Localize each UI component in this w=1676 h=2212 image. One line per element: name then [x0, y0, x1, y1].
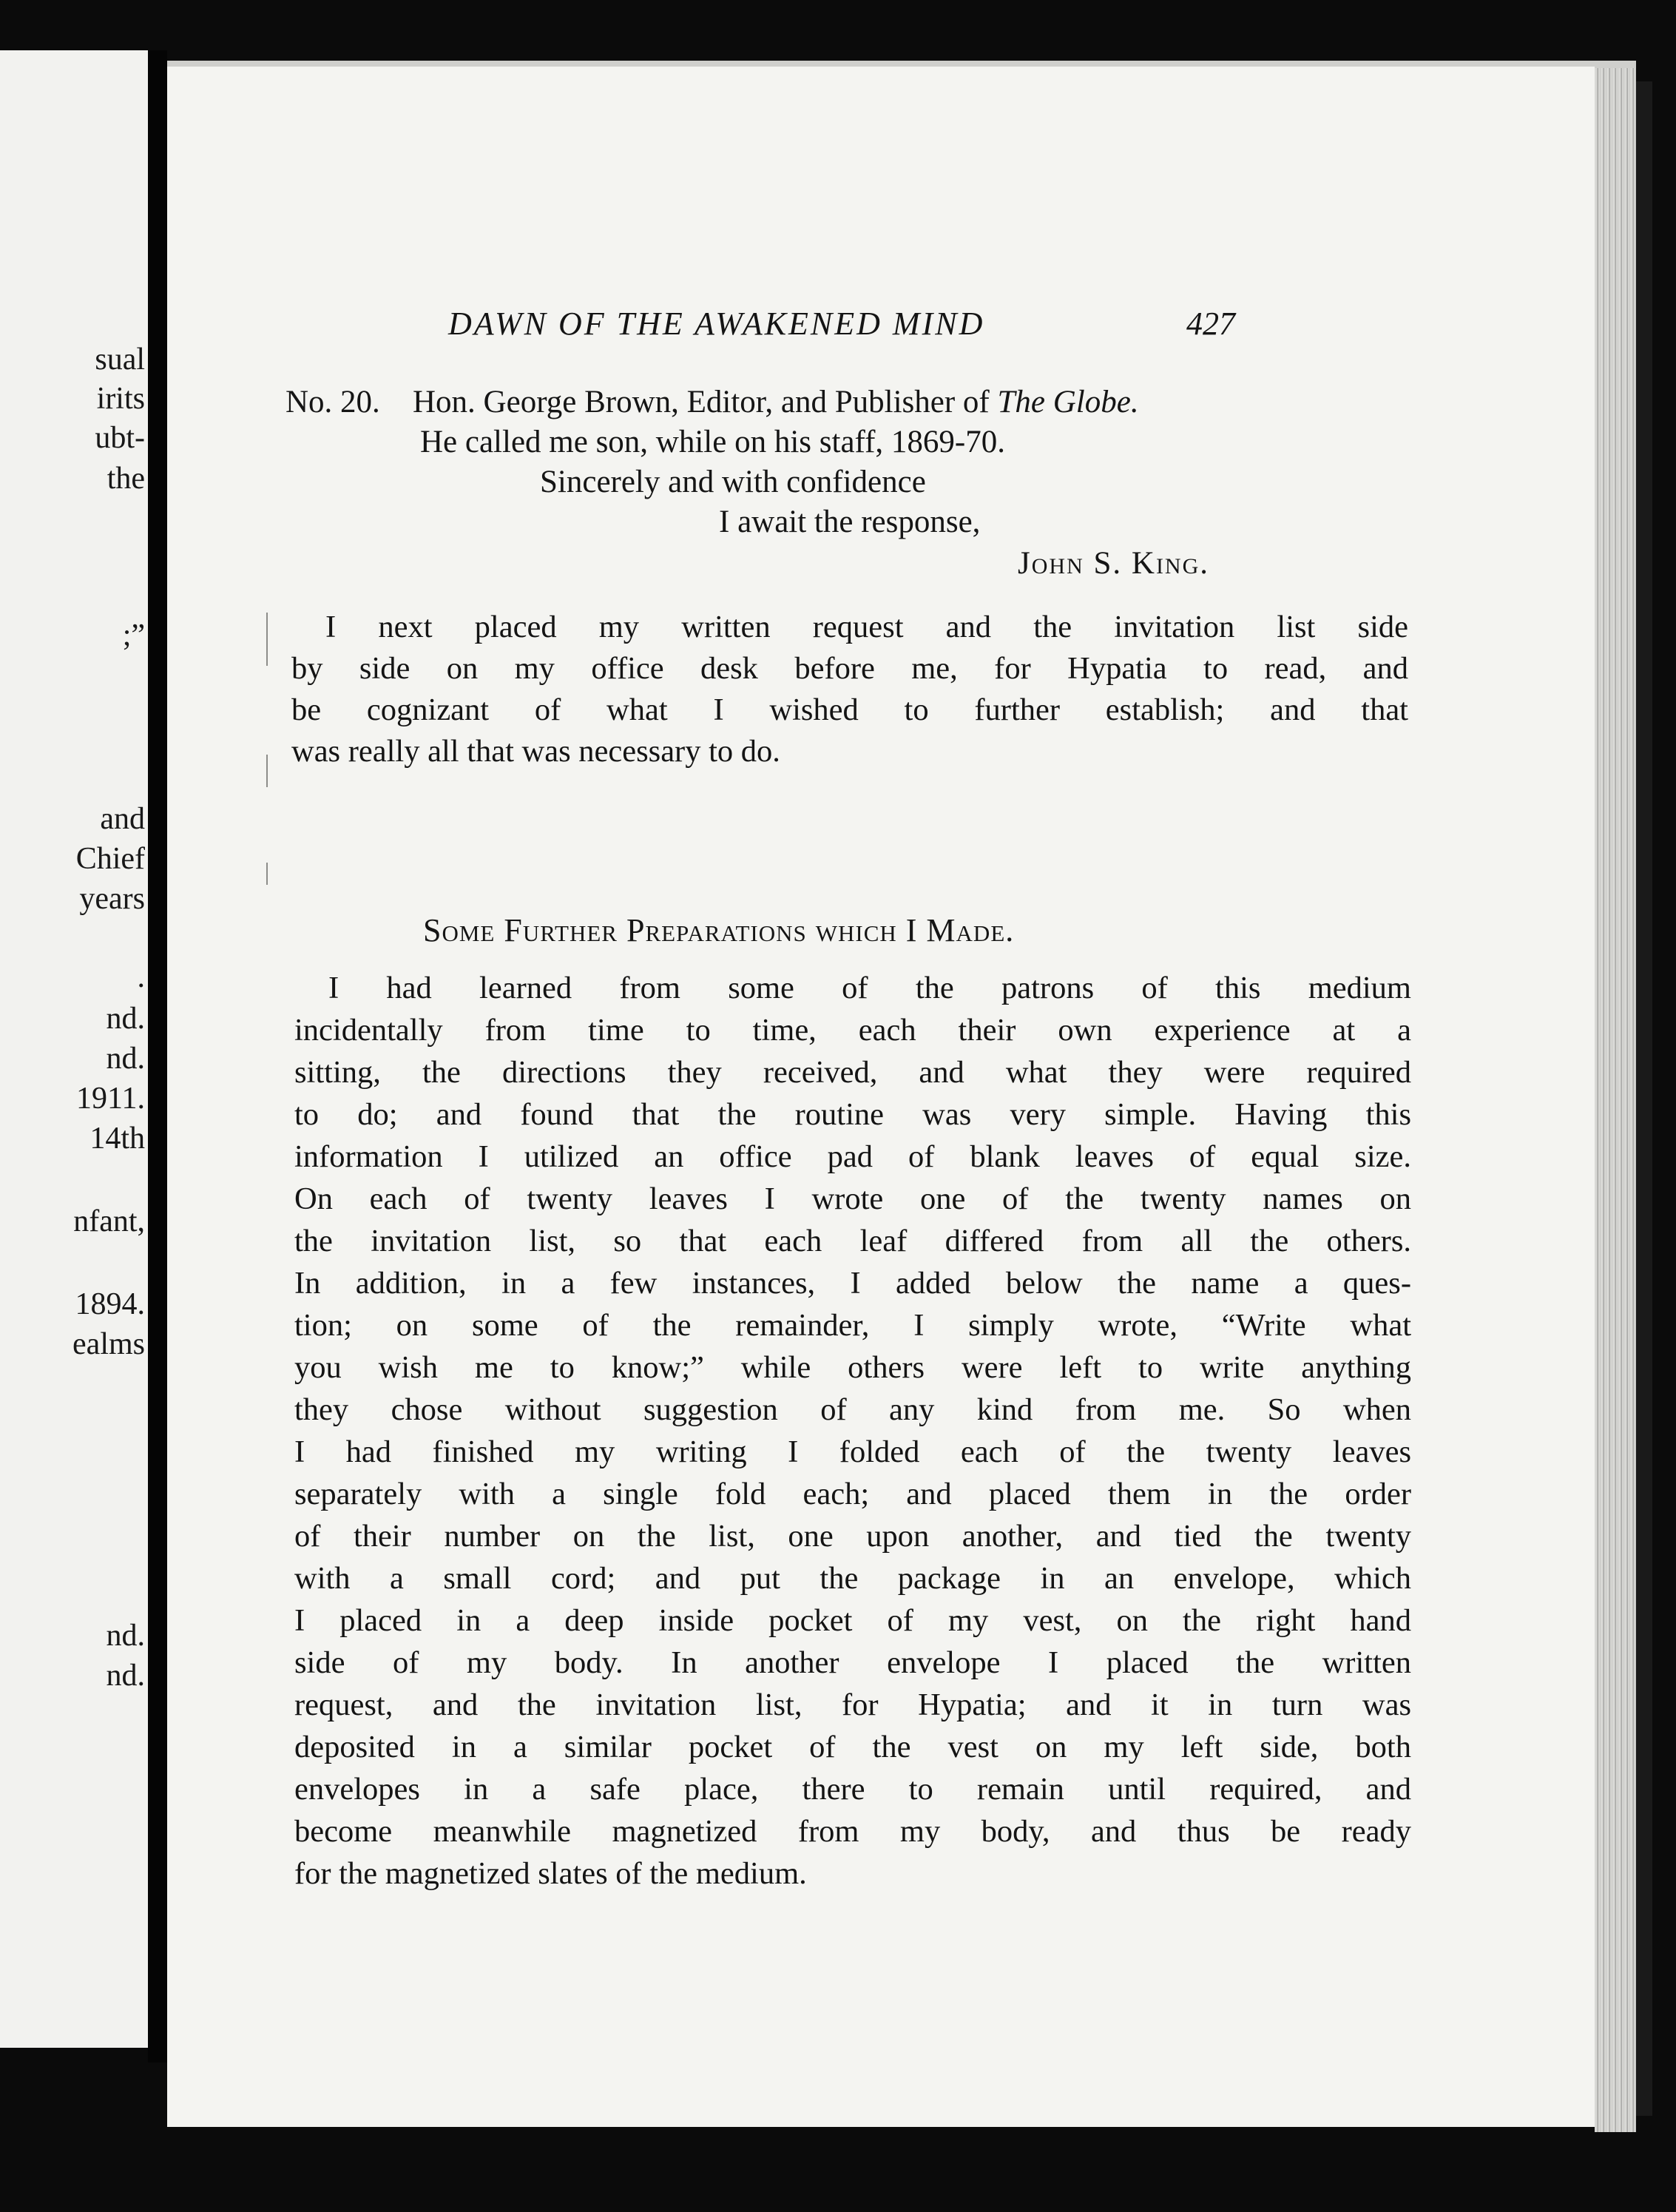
- text-line: sitting, the directions they received, and what they were required: [294, 1055, 1411, 1090]
- text-line: for the magnetized slates of the medium.: [294, 1856, 807, 1891]
- text-line: become meanwhile magnetized from my body, and thus be ready: [294, 1814, 1411, 1849]
- text-line: separately with a single fold each; and placed them in the order: [294, 1477, 1411, 1511]
- text-line: side of my body. In another envelope I placed the written: [294, 1645, 1411, 1680]
- page-number: 427: [1186, 306, 1235, 342]
- running-title: DAWN OF THE AWAKENED MIND: [448, 306, 985, 342]
- left-page-fragment: ealms: [72, 1327, 145, 1361]
- text-line: tion; on some of the remainder, I simply wrote, “Write what: [294, 1308, 1411, 1343]
- text-line: envelopes in a safe place, there to remain until required, and: [294, 1772, 1411, 1807]
- left-page-fragment: ubt-: [95, 421, 145, 455]
- left-page-fragment: ;”: [122, 618, 145, 653]
- section-heading: Some Further Preparations which I Made.: [423, 912, 1015, 948]
- left-page-fragment: nfant,: [73, 1204, 145, 1238]
- text-line: to do; and found that the routine was very simple. Having this: [294, 1097, 1411, 1132]
- text-line: In addition, in a few instances, I added below the name a ques-: [294, 1266, 1411, 1301]
- entry-number: No. 20.: [285, 385, 380, 419]
- text-line: On each of twenty leaves I wrote one of the twenty names on: [294, 1181, 1411, 1216]
- text-line: the invitation list, so that each leaf differed from all the others.: [294, 1224, 1411, 1258]
- left-page-fragment: 1894.: [75, 1287, 145, 1321]
- text-line: request, and the invitation list, for Hypatia; and it in turn was: [294, 1687, 1411, 1722]
- margin-mark: [266, 863, 268, 885]
- text-line: was really all that was necessary to do.: [291, 734, 780, 769]
- publication-title: The Globe.: [997, 385, 1139, 419]
- left-page-fragment: 14th: [89, 1122, 145, 1156]
- text-line: of their number on the list, one upon another, and tied the twenty: [294, 1519, 1411, 1554]
- closing-line-1: Sincerely and with confidence: [540, 465, 926, 499]
- text-line: I had finished my writing I folded each of the twenty leaves: [294, 1434, 1411, 1469]
- page-stack-shadow: [1636, 81, 1652, 2116]
- signature: John S. King.: [1018, 546, 1210, 581]
- left-page-fragment: nd.: [106, 1002, 145, 1036]
- text-line: with a small cord; and put the package in an envelope, which: [294, 1561, 1411, 1596]
- text-line: information I utilized an office pad of blank leaves of equal size.: [294, 1139, 1411, 1174]
- left-page-fragment: nd.: [106, 1619, 145, 1653]
- left-page-fragment: .: [137, 960, 145, 994]
- text-line: I had learned from some of the patrons of this medium: [328, 971, 1411, 1005]
- left-page-fragment: irits: [96, 382, 145, 416]
- main-page: [167, 67, 1595, 2127]
- margin-mark: [266, 613, 268, 666]
- text-line: deposited in a similar pocket of the vest on my left side, both: [294, 1730, 1411, 1764]
- left-page-fragment: 1911.: [76, 1082, 145, 1116]
- left-page-fragment: Chief: [75, 842, 145, 876]
- left-page-fragment: sual: [95, 343, 145, 377]
- text-line: you wish me to know;” while others were left to write anything: [294, 1350, 1411, 1385]
- text-line: incidentally from time to time, each their own experience at a: [294, 1013, 1411, 1048]
- text-line: by side on my office desk before me, for Hypatia to read, and: [291, 651, 1408, 686]
- text-line: I next placed my written request and the invitation list side: [325, 610, 1408, 644]
- text-line: I placed in a deep inside pocket of my vest, on the right hand: [294, 1603, 1411, 1638]
- entry-line-1-text: Hon. George Brown, Editor, and Publisher of: [413, 385, 998, 419]
- left-page-fragment: the: [107, 462, 145, 496]
- left-page-fragment: years: [79, 882, 145, 916]
- margin-mark: [266, 755, 268, 787]
- book-gutter: [148, 50, 167, 2063]
- left-page-fragment: nd.: [106, 1659, 145, 1693]
- entry-line-2: He called me son, while on his staff, 1869-70.: [420, 425, 1005, 459]
- text-line: be cognizant of what I wished to further establish; and that: [291, 692, 1408, 727]
- entry-line-1: [413, 385, 1139, 420]
- page-stack-edges: [1595, 68, 1636, 2132]
- left-page-fragment: nd.: [106, 1042, 145, 1076]
- left-facing-page: [0, 50, 148, 2048]
- left-page-fragment: and: [100, 802, 145, 836]
- text-line: they chose without suggestion of any kind from me. So when: [294, 1392, 1411, 1427]
- closing-line-2: I await the response,: [719, 505, 981, 539]
